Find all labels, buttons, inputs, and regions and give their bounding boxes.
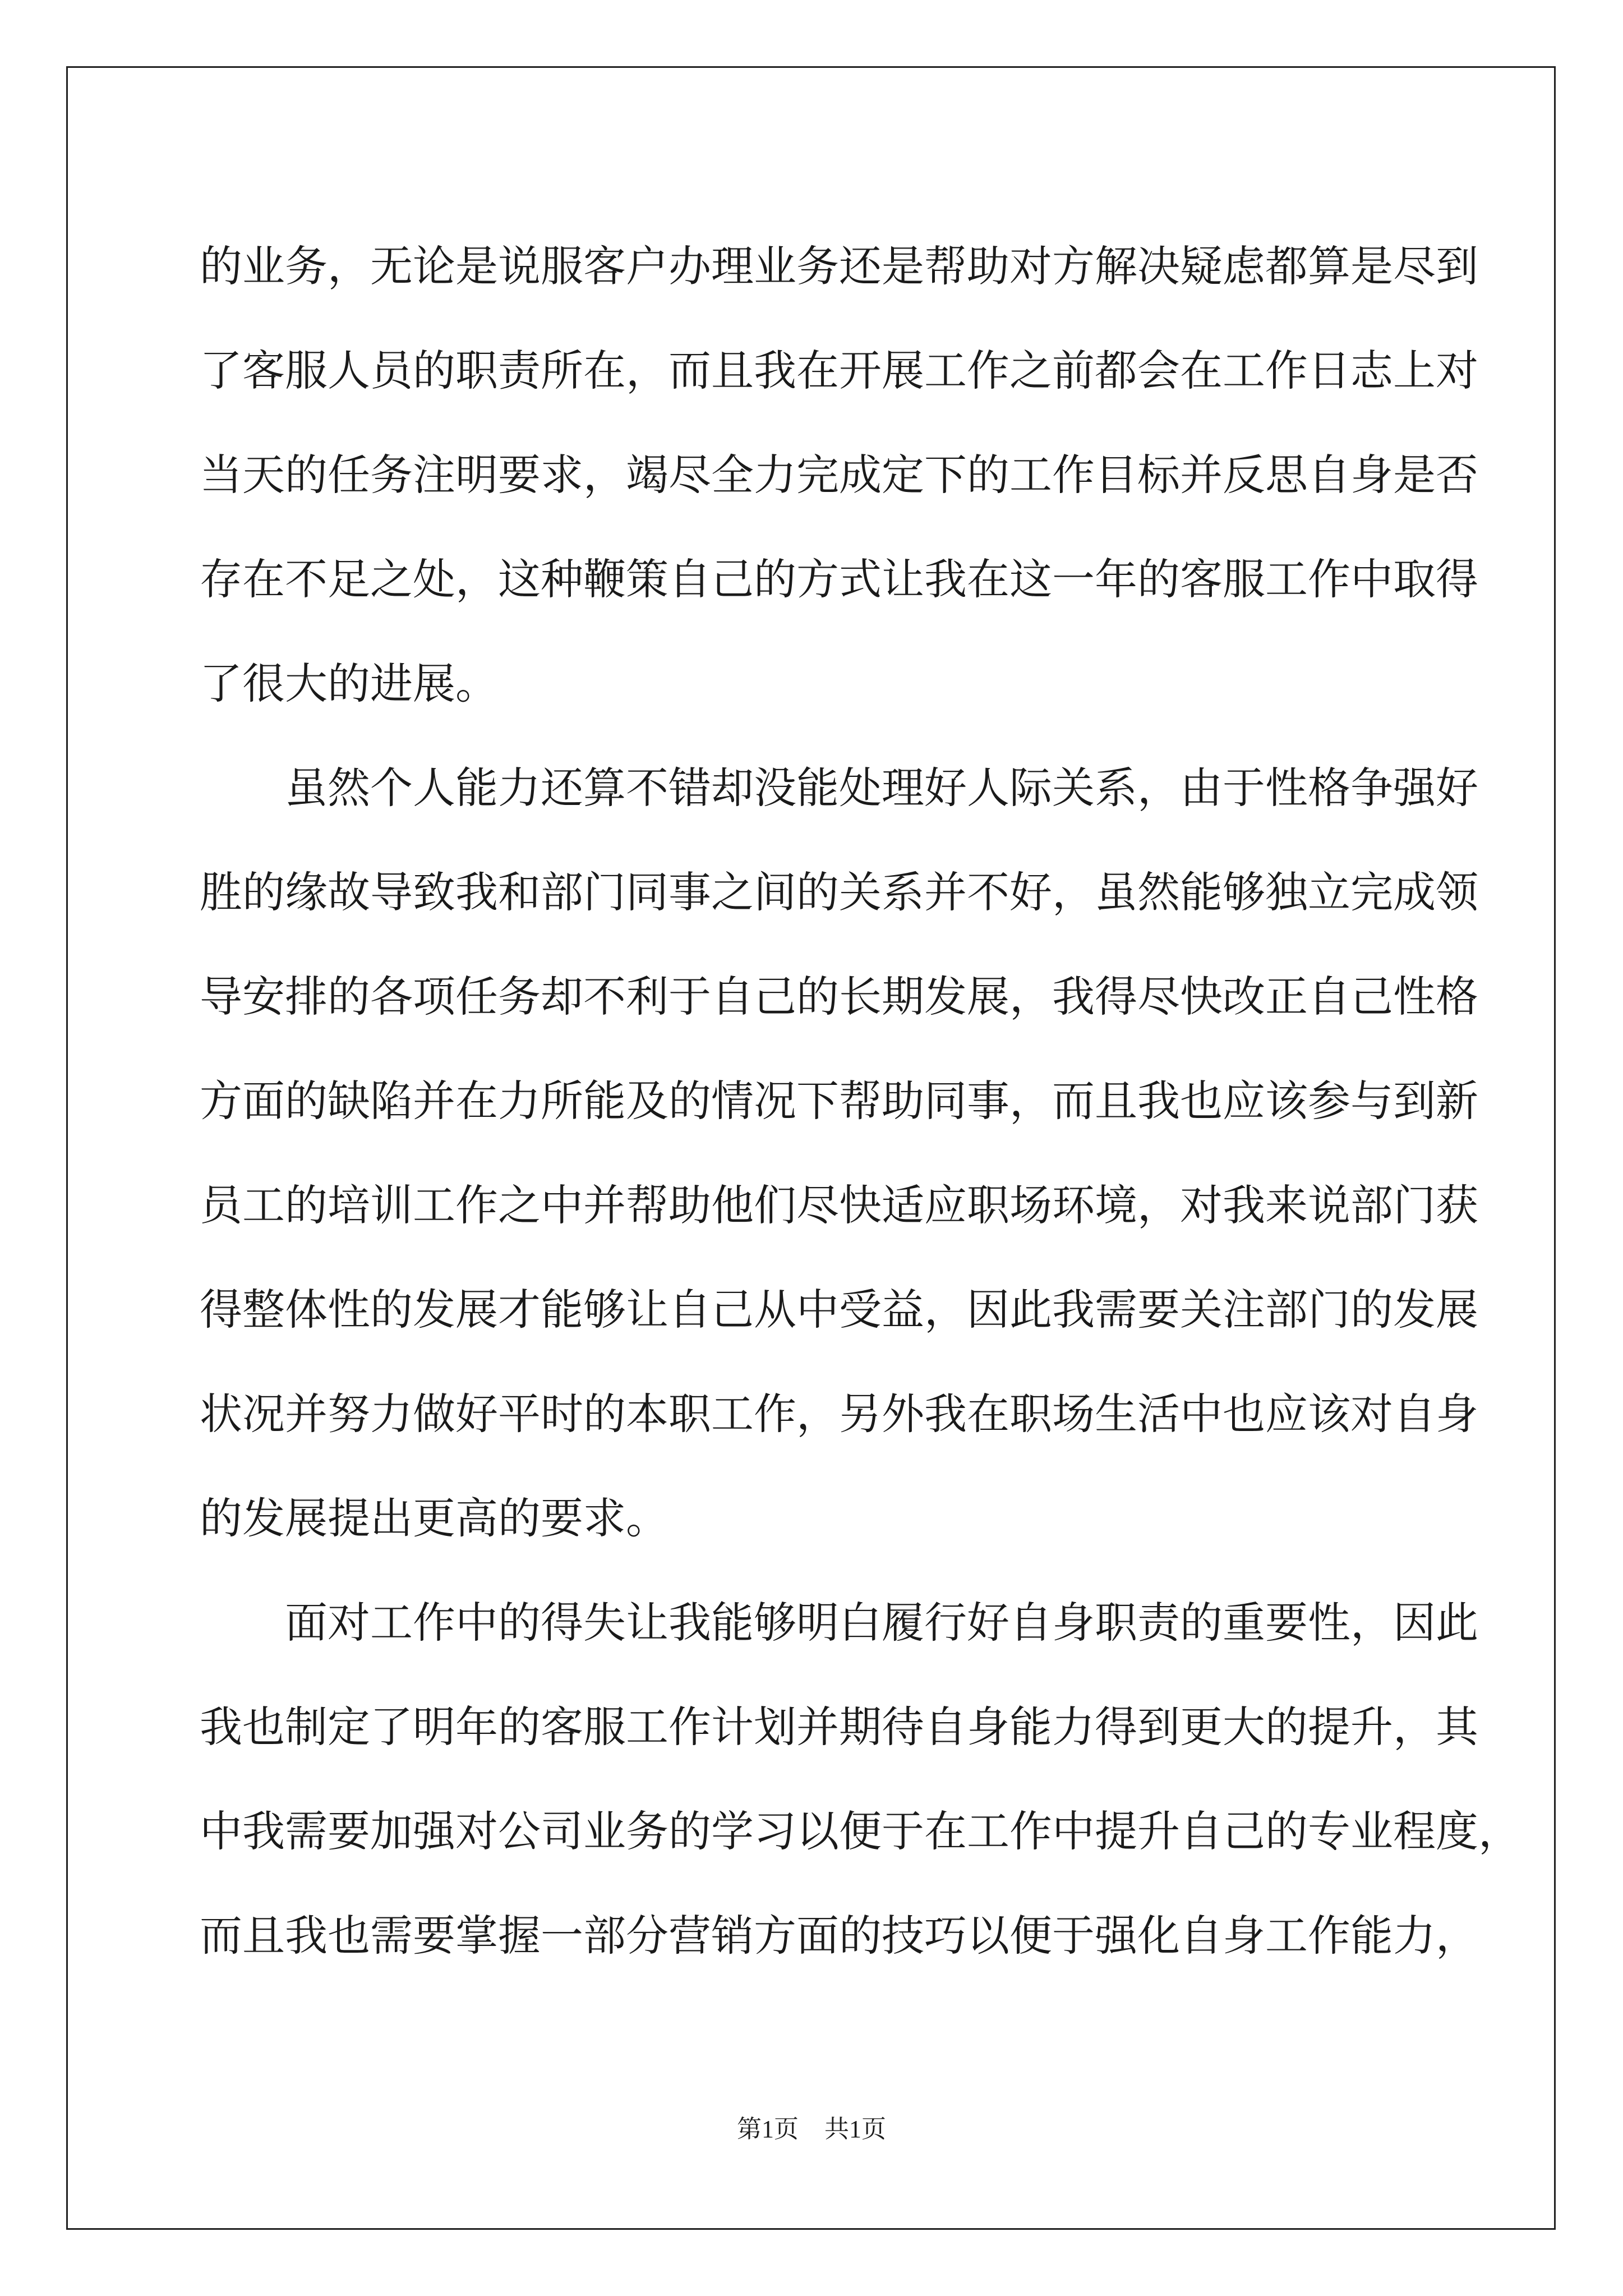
text-line: 虽然个人能力还算不错却没能处理好人际关系，由于性格争强好 [285, 763, 1478, 813]
text-line: 中我需要加强对公司业务的学习以便于在工作中提升自己的专业程度， [200, 1806, 1521, 1856]
text-line: 面对工作中的得失让我能够明白履行好自身职责的重要性，因此 [285, 1598, 1478, 1648]
text-line: 的业务，无论是说服客户办理业务还是帮助对方解决疑虑都算是尽到 [200, 241, 1478, 291]
text-line: 了客服人员的职责所在，而且我在开展工作之前都会在工作日志上对 [200, 346, 1478, 395]
text-line: 员工的培训工作之中并帮助他们尽快适应职场环境，对我来说部门获 [200, 1180, 1478, 1230]
text-line: 当天的任务注明要求，竭尽全力完成定下的工作目标并反思自身是否 [200, 450, 1478, 500]
document-body [200, 214, 1521, 1988]
page-number-current: 第1页 [737, 2115, 799, 2143]
text-line: 状况并努力做好平时的本职工作，另外我在职场生活中也应该对自身 [200, 1389, 1478, 1439]
text-line: 得整体性的发展才能够让自己从中受益，因此我需要关注部门的发展 [200, 1285, 1478, 1335]
text-line: 的发展提出更高的要求。 [200, 1493, 668, 1543]
text-line: 了很大的进展。 [200, 659, 498, 708]
text-line: 胜的缘故导致我和部门同事之间的关系并不好，虽然能够独立完成领 [200, 867, 1478, 917]
text-line: 导安排的各项任务却不利于自己的长期发展，我得尽快改正自己性格 [200, 972, 1478, 1022]
page-number-total: 共1页 [824, 2115, 886, 2143]
text-line: 而且我也需要掌握一部分营销方面的技巧以便于强化自身工作能力， [200, 1911, 1478, 1961]
page-footer [0, 2113, 1623, 2146]
text-line: 我也制定了明年的客服工作计划并期待自身能力得到更大的提升，其 [200, 1702, 1478, 1752]
text-line: 存在不足之处，这种鞭策自己的方式让我在这一年的客服工作中取得 [200, 554, 1478, 604]
text-line: 方面的缺陷并在力所能及的情况下帮助同事，而且我也应该参与到新 [200, 1076, 1478, 1126]
